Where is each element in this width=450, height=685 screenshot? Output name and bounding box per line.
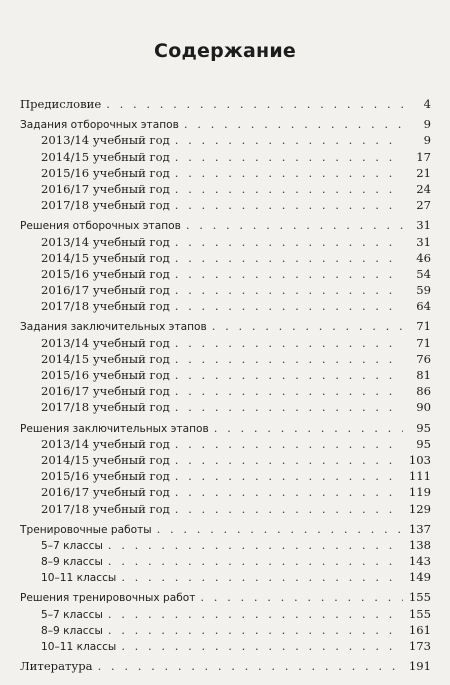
dot-leader [175, 383, 403, 399]
toc-subsection-entry [0, 165, 450, 181]
toc-entry-label: 2014/15 учебный год [41, 149, 170, 164]
toc-entry-label: 2013/14 учебный год [41, 234, 170, 249]
toc-entry-label: 2017/18 учебный год [41, 501, 170, 516]
toc-page-number: 137 [408, 521, 431, 536]
toc-page-number: 71 [416, 319, 431, 334]
toc-section-entry [0, 589, 450, 605]
toc-subsection-entry [0, 436, 450, 452]
toc-page-number: 119 [408, 485, 431, 500]
toc-entry-label: 2013/14 учебный год [41, 335, 170, 350]
dot-leader [186, 217, 403, 233]
toc-page-number: 86 [416, 384, 431, 399]
toc-section-entry [0, 420, 450, 436]
dot-leader [175, 399, 403, 415]
toc-subsection-entry [0, 282, 450, 298]
dot-leader [175, 335, 403, 351]
dot-leader [175, 501, 403, 517]
toc-section-entry [0, 658, 450, 674]
toc-entry-label: 2015/16 учебный год [41, 165, 170, 180]
dot-leader [175, 234, 403, 250]
toc-page-number: 143 [408, 554, 431, 569]
toc-page-number: 9 [423, 117, 431, 132]
toc-subsection-entry [0, 484, 450, 500]
dot-leader [184, 116, 403, 132]
toc-page-number: 31 [416, 234, 431, 249]
toc-entry-label: 5–7 классы [41, 608, 103, 621]
toc-entry-label: 2013/14 учебный год [41, 436, 170, 451]
toc-page-number: 71 [416, 335, 431, 350]
toc-section-entry [0, 217, 450, 233]
toc-subsection-entry [0, 383, 450, 399]
toc-subsection-entry [0, 367, 450, 383]
toc-section-entry [0, 521, 450, 537]
toc-page-number: 4 [423, 97, 431, 111]
toc-subsection-entry [0, 501, 450, 517]
table-of-contents [0, 96, 450, 674]
toc-page-number: 81 [416, 368, 431, 382]
toc-entry-label: 2016/17 учебный год [41, 485, 170, 500]
dot-leader [108, 606, 403, 622]
dot-leader [175, 250, 403, 266]
toc-page-number: 76 [416, 351, 431, 366]
toc-page-number: 161 [408, 622, 431, 637]
toc-entry-label: Задания заключительных этапов [20, 321, 207, 334]
dot-leader [175, 367, 403, 383]
dot-leader [175, 298, 403, 314]
toc-entry-label: 8–9 классы [41, 556, 103, 569]
toc-subsection-entry [0, 149, 450, 165]
toc-subsection-entry [0, 234, 450, 250]
toc-entry-label: 2014/15 учебный год [41, 452, 170, 467]
toc-subsection-entry [0, 622, 450, 638]
toc-page-number: 54 [416, 266, 431, 281]
toc-entry-label: 2017/18 учебный год [41, 198, 170, 213]
toc-entry-label: 10–11 классы [41, 572, 117, 585]
toc-page-number: 155 [408, 590, 431, 605]
dot-leader [212, 318, 403, 334]
dot-leader [214, 420, 403, 436]
dot-leader [108, 622, 403, 638]
dot-leader [175, 165, 403, 181]
toc-entry-label: 2017/18 учебный год [41, 299, 170, 314]
toc-subsection-entry [0, 298, 450, 314]
toc-entry-label: 2016/17 учебный год [41, 384, 170, 399]
toc-subsection-entry [0, 553, 450, 569]
dot-leader [108, 553, 403, 569]
toc-subsection-entry [0, 197, 450, 213]
dot-leader [175, 484, 403, 500]
toc-subsection-entry [0, 266, 450, 282]
dot-leader [121, 569, 403, 585]
toc-entry-label: Решения тренировочных работ [20, 592, 196, 605]
toc-page-number: 9 [423, 133, 431, 148]
toc-entry-label: 2013/14 учебный год [41, 133, 170, 148]
toc-subsection-entry [0, 638, 450, 654]
toc-entry-label: Решения заключительных этапов [20, 422, 209, 435]
toc-entry-label: 2015/16 учебный год [41, 469, 170, 484]
toc-subsection-entry [0, 399, 450, 415]
toc-entry-label: 2014/15 учебный год [41, 351, 170, 366]
toc-subsection-entry [0, 606, 450, 622]
toc-subsection-entry [0, 335, 450, 351]
toc-entry-label: 5–7 классы [41, 539, 103, 552]
toc-section-entry [0, 116, 450, 132]
toc-page-number: 191 [408, 659, 431, 674]
dot-leader [175, 132, 403, 148]
toc-page-number: 103 [408, 452, 431, 467]
toc-page-number: 138 [408, 537, 431, 552]
toc-entry-label: 2016/17 учебный год [41, 181, 170, 196]
toc-page-number: 46 [416, 250, 431, 265]
dot-leader [175, 181, 403, 197]
dot-leader [157, 521, 403, 537]
dot-leader [200, 589, 402, 605]
toc-subsection-entry [0, 468, 450, 484]
toc-entry-label: Литература [20, 659, 93, 674]
dot-leader [98, 658, 403, 674]
toc-page-number: 95 [416, 420, 431, 435]
dot-leader [175, 282, 403, 298]
toc-page-number: 59 [416, 283, 431, 298]
toc-entry-label: 2015/16 учебный год [41, 266, 170, 281]
toc-section-entry [0, 96, 450, 112]
toc-entry-label: 2014/15 учебный год [41, 250, 170, 265]
dot-leader [175, 149, 403, 165]
toc-page-number: 149 [408, 570, 431, 585]
toc-entry-label: 8–9 классы [41, 624, 103, 637]
dot-leader [175, 266, 403, 282]
dot-leader [175, 452, 403, 468]
toc-page-number: 31 [416, 218, 431, 233]
toc-subsection-entry [0, 351, 450, 367]
dot-leader [175, 468, 403, 484]
dot-leader [175, 197, 403, 213]
toc-page-number: 95 [416, 436, 431, 451]
page-title: Содержание [154, 40, 296, 62]
toc-page-number: 24 [416, 181, 431, 196]
toc-subsection-entry [0, 537, 450, 553]
toc-page-number: 90 [416, 400, 431, 415]
toc-entry-label: 10–11 классы [41, 641, 117, 653]
toc-page-number: 27 [416, 198, 431, 213]
toc-page-number: 129 [408, 501, 431, 516]
toc-entry-label: Тренировочные работы [20, 523, 152, 536]
toc-subsection-entry [0, 250, 450, 266]
toc-page-number: 21 [416, 165, 431, 180]
toc-entry-label: 2016/17 учебный год [41, 283, 170, 298]
toc-page-number: 17 [416, 149, 431, 164]
toc-page-number: 155 [408, 606, 431, 621]
dot-leader [106, 96, 403, 112]
toc-entry-label: Задания отборочных этапов [20, 119, 179, 132]
toc-entry-label: 2015/16 учебный год [41, 368, 170, 382]
dot-leader [121, 638, 403, 654]
toc-subsection-entry [0, 452, 450, 468]
toc-entry-label: Предисловие [20, 97, 102, 111]
toc-page-number: 64 [416, 299, 431, 314]
toc-subsection-entry [0, 181, 450, 197]
toc-entry-label: Решения отборочных этапов [20, 220, 181, 233]
toc-entry-label: 2017/18 учебный год [41, 400, 170, 415]
dot-leader [175, 436, 403, 452]
toc-section-entry [0, 318, 450, 334]
dot-leader [108, 537, 403, 553]
toc-subsection-entry [0, 569, 450, 585]
dot-leader [175, 351, 403, 367]
toc-page-number: 173 [408, 639, 431, 653]
toc-subsection-entry [0, 132, 450, 148]
toc-page-number: 111 [408, 469, 431, 484]
